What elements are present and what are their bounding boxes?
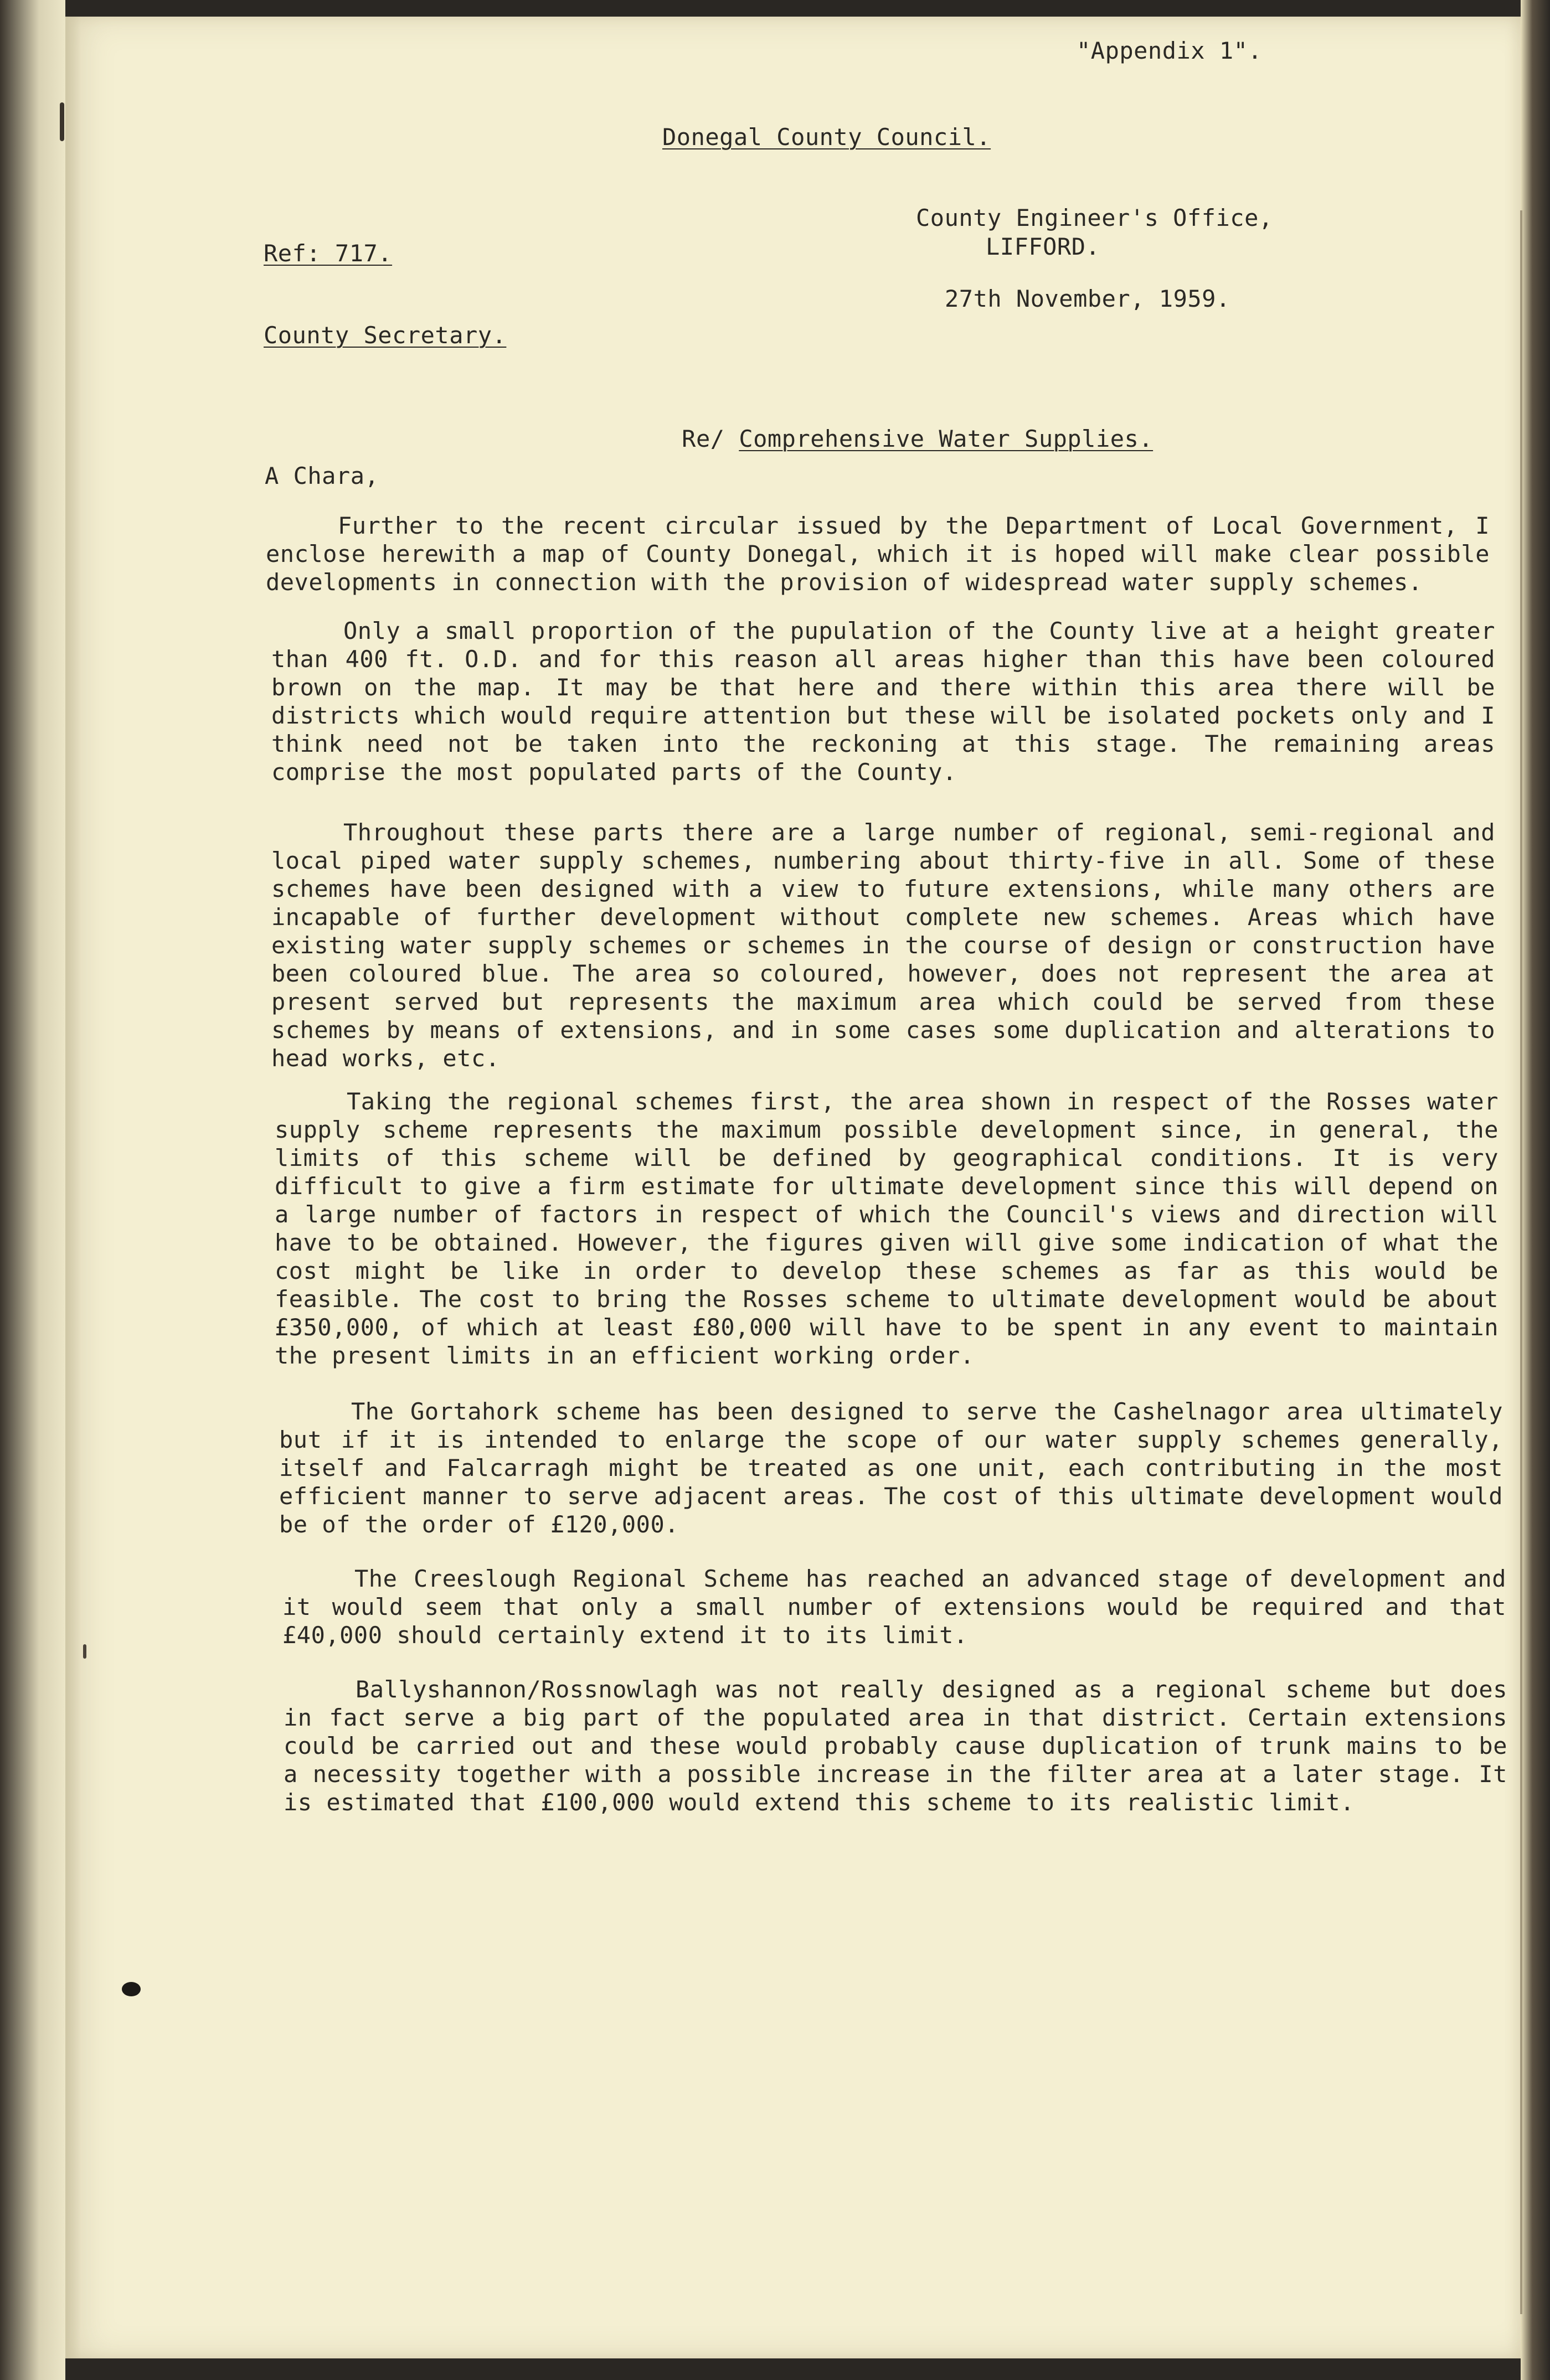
letter-date: 27th November, 1959.	[945, 285, 1230, 312]
body-paragraph: Throughout these parts there are a large number of regional, semi-regional and local piped water supply schemes, numbering about thirty-five in all. Some of these schemes have been designed with a view to future extensions, while many others are incapable of further development without complete new schemes. Areas which have existing water supply schemes or schemes in the course of design or construction have been coloured blue. The area so coloured, however, does not represent the area at present served but represents the maximum area which could be served from these schemes by means of extensions, and in some cases some duplication and alterations to head works, etc.	[271, 819, 1495, 1072]
subject-line	[625, 396, 1153, 481]
page-edge-line	[1520, 210, 1522, 2314]
body-paragraph: Ballyshannon/Rossnowlagh was not really designed as a regional scheme but does in fact serve a big part of the populated area in that district. Certain extensions could be carried out and these would probably cause duplication of trunk mains to be a necessity together with a possible increase in the filter area at a later stage. It is estimated that £100,000 would extend this scheme to its realistic limit.	[284, 1676, 1507, 1816]
subject-title: Comprehensive Water Supplies.	[739, 425, 1154, 452]
body-paragraph: The Creeslough Regional Scheme has reached an advanced stage of development and it would seem that only a small number of extensions would be required and that £40,000 should certainly extend it to its limit.	[282, 1565, 1506, 1649]
binding-hole-mark	[122, 1982, 141, 1996]
office-address-line-1: County Engineer's Office,	[916, 204, 1273, 231]
page-right-edge	[1521, 0, 1550, 2380]
page-gutter-shadow	[65, 17, 81, 2358]
body-paragraph: Taking the regional schemes first, the area shown in respect of the Rosses water supply scheme represents the maximum possible development since, in general, the limits of this scheme will be defined by geographical conditions. It is very difficult to give a firm estimate for ultimate development since this will depend on a large number of factors in respect of which the Council's views and direction will have to be obtained. However, the figures given will give some indication of what the cost might be like in order to develop these schemes as far as this would be feasible. The cost to bring the Rosses scheme to ultimate development would be about £350,000, of which at least £80,000 will have to be spent in any event to maintain the present limits in an efficient working order.	[275, 1088, 1498, 1369]
binding-edge	[0, 0, 65, 2380]
body-paragraph: Only a small proportion of the pupulation of the County live at a height greater than 400 ft. O.D. and for this reason all areas higher than this have been coloured brown on the map. It may be that here and there within this area there will be districts which would require attention but these will be isolated pockets only and I think need not be taken into the reckoning at this stage. The remaining areas comprise the most populated parts of the County.	[271, 617, 1495, 786]
subject-prefix: Re/	[682, 425, 725, 452]
body-paragraph: The Gortahork scheme has been designed to serve the Cashelnagor area ultimately but if it is intended to enlarge the scope of our water supply schemes generally, itself and Falcarragh might be treated as one unit, each contributing in the most efficient manner to serve adjacent areas. The cost of this ultimate development would be of the order of £120,000.	[279, 1398, 1503, 1538]
addressee: County Secretary.	[264, 322, 507, 349]
margin-speck	[60, 102, 64, 141]
appendix-label: "Appendix 1".	[1077, 37, 1263, 64]
salutation: A Chara,	[265, 462, 379, 489]
council-heading: Donegal County Council.	[662, 123, 991, 151]
margin-speck	[83, 1644, 86, 1659]
reference-number: Ref: 717.	[264, 240, 393, 267]
office-address-line-2: LIFFORD.	[986, 233, 1100, 260]
body-paragraph: Further to the recent circular issued by the Department of Local Government, I enclose herewith a map of County Donegal, which it is hoped will make clear possible developments in connection with the provision of widespread water supply schemes.	[266, 512, 1490, 596]
